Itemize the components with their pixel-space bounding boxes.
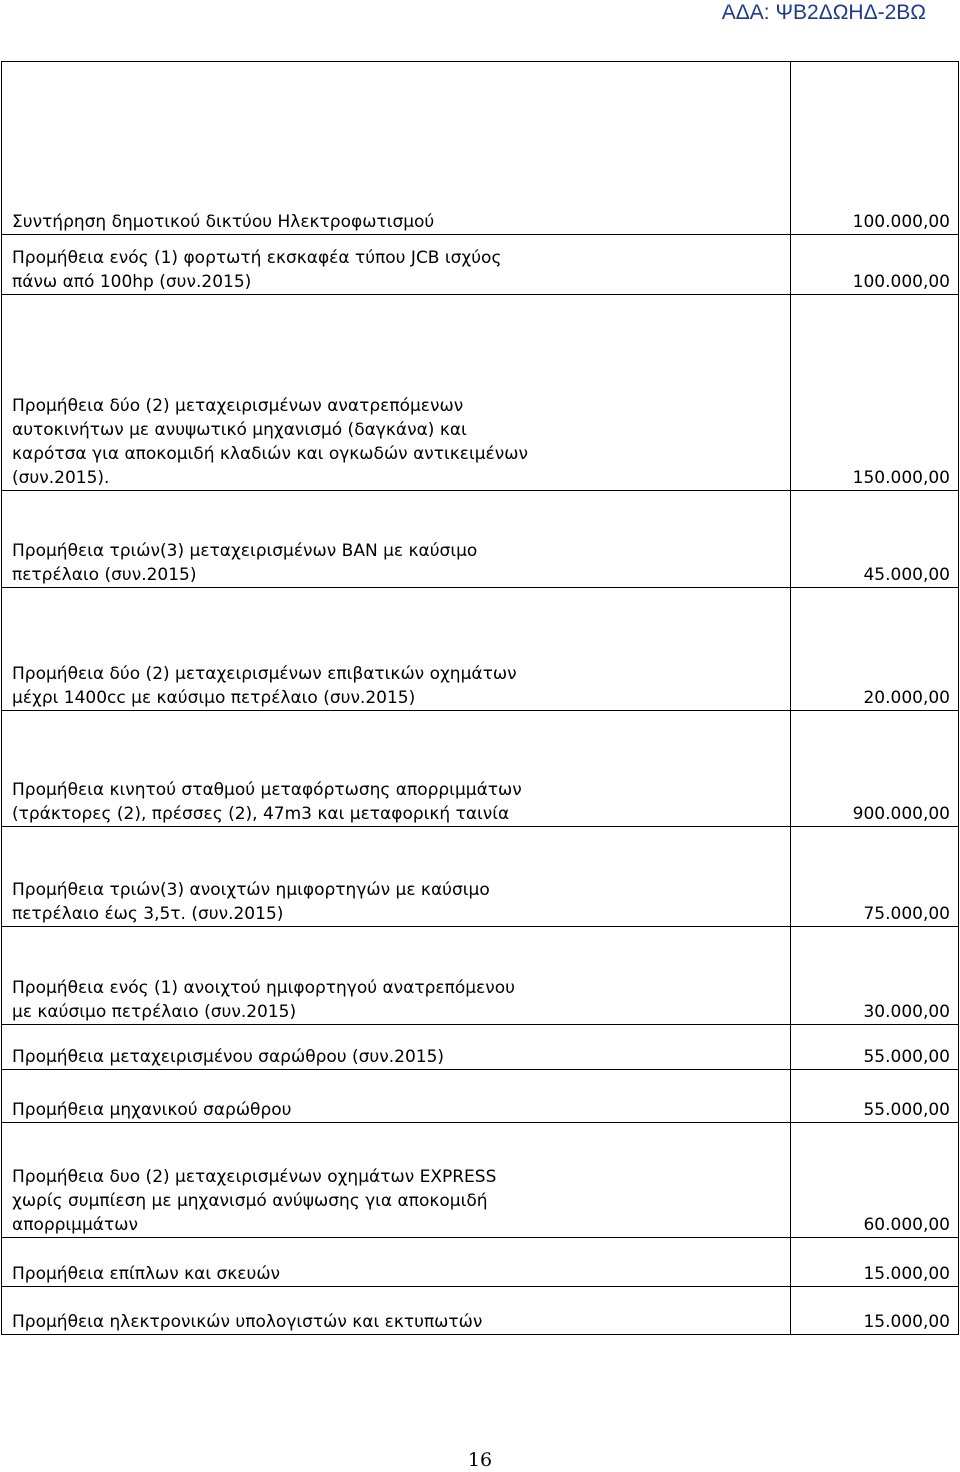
item-amount: 100.000,00 (791, 235, 959, 295)
item-description: Προμήθεια ηλεκτρονικών υπολογιστών και εκτυπωτών (2, 1287, 791, 1335)
table-row (2, 1070, 959, 1123)
table-row (2, 1287, 959, 1335)
item-description: Προμήθεια δύο (2) μεταχειρισμένων επιβατικών οχημάτων μέχρι 1400cc με καύσιμο πετρέλαιο (συν.2015) (2, 588, 791, 711)
item-amount: 15.000,00 (791, 1238, 959, 1287)
item-amount: 20.000,00 (791, 588, 959, 711)
item-amount: 30.000,00 (791, 927, 959, 1025)
item-amount: 60.000,00 (791, 1123, 959, 1238)
item-description: Προμήθεια δυο (2) μεταχειρισμένων οχημάτων EXPRESS χωρίς συμπίεση με μηχανισμό ανύψωσης για αποκομιδή απορριμμάτων (2, 1123, 791, 1238)
item-amount: 15.000,00 (791, 1287, 959, 1335)
item-description: Προμήθεια επίπλων και σκευών (2, 1238, 791, 1287)
item-amount: 45.000,00 (791, 491, 959, 588)
item-amount: 900.000,00 (791, 711, 959, 827)
item-description: Προμήθεια μηχανικού σαρώθρου (2, 1070, 791, 1123)
table-row (2, 1123, 959, 1238)
item-amount: 55.000,00 (791, 1025, 959, 1070)
table-row (2, 1025, 959, 1070)
item-description: Συντήρηση δημοτικού δικτύου Ηλεκτροφωτισμού (2, 62, 791, 235)
table-row (2, 295, 959, 491)
page-number: 16 (467, 1449, 493, 1471)
item-description: Προμήθεια τριών(3) ανοιχτών ημιφορτηγών με καύσιμο πετρέλαιο έως 3,5τ. (συν.2015) (2, 827, 791, 927)
ada-code: ΑΔΑ: ΨΒ2ΔΩΗΔ-2ΒΩ (721, 1, 926, 24)
item-amount: 150.000,00 (791, 295, 959, 491)
table-row (2, 491, 959, 588)
table-row (2, 711, 959, 827)
item-amount: 75.000,00 (791, 827, 959, 927)
table-row (2, 235, 959, 295)
budget-items-table (1, 61, 959, 1335)
item-description: Προμήθεια δύο (2) μεταχειρισμένων ανατρεπόμενων αυτοκινήτων με ανυψωτικό μηχανισμό (δαγκάνα) και καρότσα για αποκομιδή κλαδιών και ογκωδών αντικειμένων (συν.2015). (2, 295, 791, 491)
item-description: Προμήθεια μεταχειρισμένου σαρώθρου (συν.2015) (2, 1025, 791, 1070)
table-row (2, 62, 959, 235)
table-row (2, 1238, 959, 1287)
item-amount: 100.000,00 (791, 62, 959, 235)
item-description: Προμήθεια τριών(3) μεταχειρισμένων ΒΑΝ με καύσιμο πετρέλαιο (συν.2015) (2, 491, 791, 588)
table-row (2, 927, 959, 1025)
item-description: Προμήθεια ενός (1) ανοιχτού ημιφορτηγού ανατρεπόμενου με καύσιμο πετρέλαιο (συν.2015) (2, 927, 791, 1025)
item-amount: 55.000,00 (791, 1070, 959, 1123)
item-description: Προμήθεια ενός (1) φορτωτή εκσκαφέα τύπου JCB ισχύος πάνω από 100hp (συν.2015) (2, 235, 791, 295)
item-description: Προμήθεια κινητού σταθμού μεταφόρτωσης απορριμμάτων (τράκτορες (2), πρέσσες (2), 47m3 και μεταφορική ταινία (2, 711, 791, 827)
table-row (2, 588, 959, 711)
table-row (2, 827, 959, 927)
